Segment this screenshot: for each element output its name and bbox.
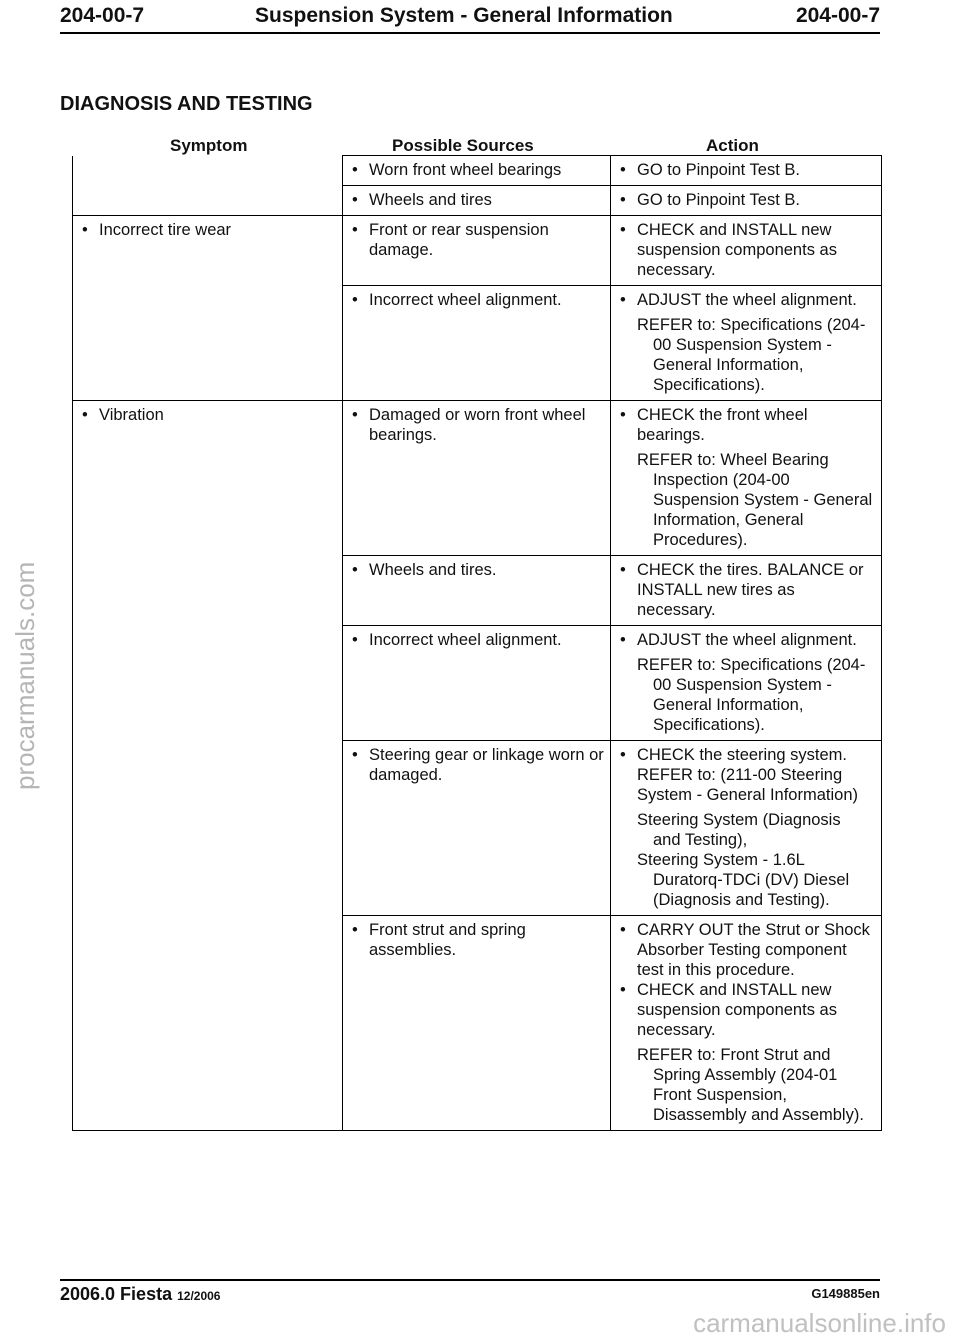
bullet: • [620,561,626,579]
bullet: • [620,631,626,649]
action-cell: • CHECK the front wheel bearings. REFER to: Wheel Bearing Inspection (204-00 Suspension System - General Information, General Procedures). [611,401,882,556]
symptom-cell: • Incorrect tire wear [73,216,343,286]
bullet: • [620,191,626,209]
page-footer [60,1279,880,1304]
page-header [60,2,880,34]
action-cell: • ADJUST the wheel alignment. REFER to: Specifications (204- 00 Suspension System - General Information, Specifications). [611,286,882,401]
bullet: • [82,221,88,239]
symptom-cell [73,556,343,626]
source-cell: • Wheels and tires. [343,556,611,626]
bullet: • [352,161,358,179]
action-cell: • CHECK the steering system. REFER to: (211-00 Steering System - General Information) Steering System (Diagnosis and Testing), Steering System - 1.6L Duratorq-TDCi (DV) Diesel (Diagnosis and Testing). [611,741,882,916]
table-row [73,186,882,216]
bullet: • [352,921,358,939]
source-cell: • Incorrect wheel alignment. [343,626,611,741]
reference: REFER to: Front Strut and Spring Assembly (204-01 Front Suspension, Disassembly and Assembly). [637,1046,864,1124]
action-cell: • GO to Pinpoint Test B. [611,186,882,216]
source-cell: • Wheels and tires [343,186,611,216]
section-title: DIAGNOSIS AND TESTING [60,93,313,115]
table-row [73,556,882,626]
bullet: • [620,161,626,179]
source-cell: • Damaged or worn front wheel bearings. [343,401,611,556]
symptom-cell [73,286,343,401]
action-cell: • CHECK and INSTALL new suspension components as necessary. [611,216,882,286]
symptom-cell [73,626,343,741]
bullet: • [620,406,626,424]
symptom-cell [73,916,343,1131]
source-cell: • Front strut and spring assemblies. [343,916,611,1131]
reference: REFER to: Wheel Bearing Inspection (204-00 Suspension System - General Information, General Procedures). [637,451,873,549]
bullet: • [352,406,358,424]
symptom-cell: • Vibration [73,401,343,556]
header-right-code: 204-00-7 [795,4,880,27]
header-left-code: 204-00-7 [60,4,145,27]
symptom-cell [73,156,343,186]
watermark-left: procarmanuals.com [10,561,40,790]
bullet: • [620,221,626,239]
bullet: • [620,921,626,939]
bullet: • [620,291,626,309]
symptom-cell [73,741,343,916]
watermark-bottom: carmanualsonline.info [693,1308,946,1338]
bullet: • [352,631,358,649]
column-header-action: Action [706,136,759,155]
bullet: • [620,981,626,999]
bullet: • [82,406,88,424]
footer-model: 2006.0 Fiesta 12/2006 [60,1284,221,1304]
action-cell: • CHECK the tires. BALANCE or INSTALL new tires as necessary. [611,556,882,626]
bullet: • [352,221,358,239]
table-row [73,401,882,556]
action-cell: • ADJUST the wheel alignment. REFER to: Specifications (204- 00 Suspension System - General Information, Specifications). [611,626,882,741]
source-cell: • Front or rear suspension damage. [343,216,611,286]
symptom-cell [73,186,343,216]
column-header-sources: Possible Sources [392,136,534,155]
reference: REFER to: Specifications (204- 00 Suspension System - General Information, Specifications). [637,316,866,394]
table-row [73,741,882,916]
source-cell: • Incorrect wheel alignment. [343,286,611,401]
footer-date: 12/2006 [177,1289,221,1303]
footer-code: G149885en [811,1286,880,1301]
bullet: • [352,191,358,209]
table-row [73,626,882,741]
reference: REFER to: Specifications (204- 00 Suspension System - General Information, Specifications). [637,656,866,734]
reference: Steering System (Diagnosis and Testing), Steering System - 1.6L Duratorq-TDCi (DV) Diesel (Diagnosis and Testing). [637,811,850,909]
table-row [73,916,882,1131]
diagnosis-table [72,155,882,1131]
bullet: • [352,746,358,764]
table-row [73,286,882,401]
bullet: • [620,746,626,764]
source-cell: • Worn front wheel bearings [343,156,611,186]
bullet: • [352,291,358,309]
bullet: • [352,561,358,579]
table-row [73,216,882,286]
column-header-symptom: Symptom [170,136,248,155]
table-row [73,156,882,186]
source-cell: • Steering gear or linkage worn or damaged. [343,741,611,916]
header-title: Suspension System - General Information [255,4,673,27]
action-cell: • CARRY OUT the Strut or Shock Absorber Testing component test in this procedure. • CHECK and INSTALL new suspension components as necessary. REFER to: Front Strut and Spring Assembly (204-01 Front Suspension, Disassembly and Assembly). [611,916,882,1131]
action-cell: • GO to Pinpoint Test B. [611,156,882,186]
